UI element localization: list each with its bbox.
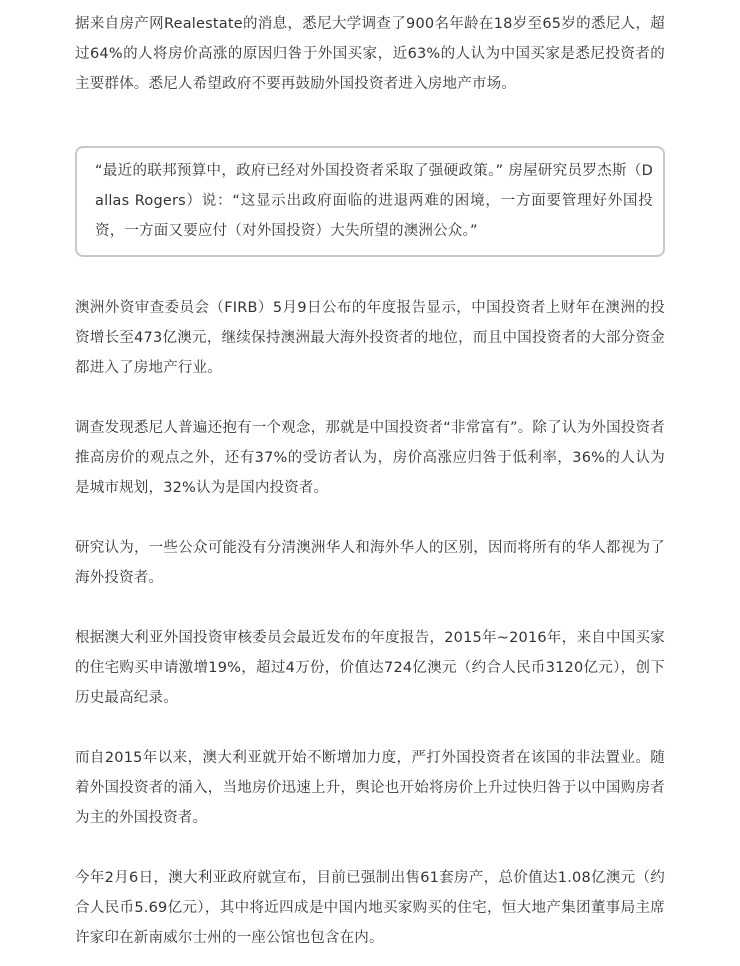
paragraph-research-view: 研究认为，一些公众可能没有分清澳洲华人和海外华人的区别，因而将所有的华人都视为了海外投资者。 [75,540,665,586]
paragraph-firb-report: 澳洲外资审查委员会（FIRB）5月9日公布的年度报告显示，中国投资者上财年在澳洲的投资增长至473亿澳元，继续保持澳洲最大海外投资者的地位，而且中国投资者的大部分资金都进入了房地产行业。 [75,300,665,376]
paragraph-intro: 据来自房产网Realestate的消息，悉尼大学调查了900名年龄在18岁至65岁的悉尼人，超过64%的人将房价高涨的原因归咎于外国买家，近63%的人认为中国买家是悉尼投资者的主要群体。悉尼人希望政府不要再鼓励外国投资者进入房地产市场。 [75,16,665,92]
paragraph-forced-sales: 今年2月6日，澳大利亚政府就宣布，目前已强制出售61套房产，总价值达1.08亿澳元（约合人民币5.69亿元），其中将近四成是中国内地买家购买的住宅，恒大地产集团董事局主席许家印在新南威尔士州的一座公馆也包含在内。 [75,870,665,946]
paragraph-annual-report: 根据澳大利亚外国投资审核委员会最近发布的年度报告，2015年~2016年，来自中国买家的住宅购买申请激增19%，超过4万份，价值达724亿澳元（约合人民币3120亿元），创下历史最高纪录。 [75,630,665,706]
paragraph-crackdown: 而自2015年以来，澳大利亚就开始不断增加力度，严打外国投资者在该国的非法置业。随着外国投资者的涌入，当地房价迅速上升，舆论也开始将房价上升过快归咎于以中国购房者为主的外国投资者。 [75,750,665,826]
paragraph-survey-findings: 调查发现悉尼人普遍还抱有一个观念，那就是中国投资者“非常富有”。除了认为外国投资者推高房价的观点之外，还有37%的受访者认为，房价高涨应归咎于低利率，36%的人认为是城市规划，32%认为是国内投资者。 [75,420,665,496]
quote-box [75,146,665,257]
quote-text: “最近的联邦预算中，政府已经对外国投资者采取了强硬政策。” 房屋研究员罗杰斯（Dallas Rogers）说：“这显示出政府面临的进退两难的困境，一方面要管理好外国投资，一方面又要应付（对外国投资）大失所望的澳洲公众。” [95,163,653,239]
article-body [75,0,665,953]
